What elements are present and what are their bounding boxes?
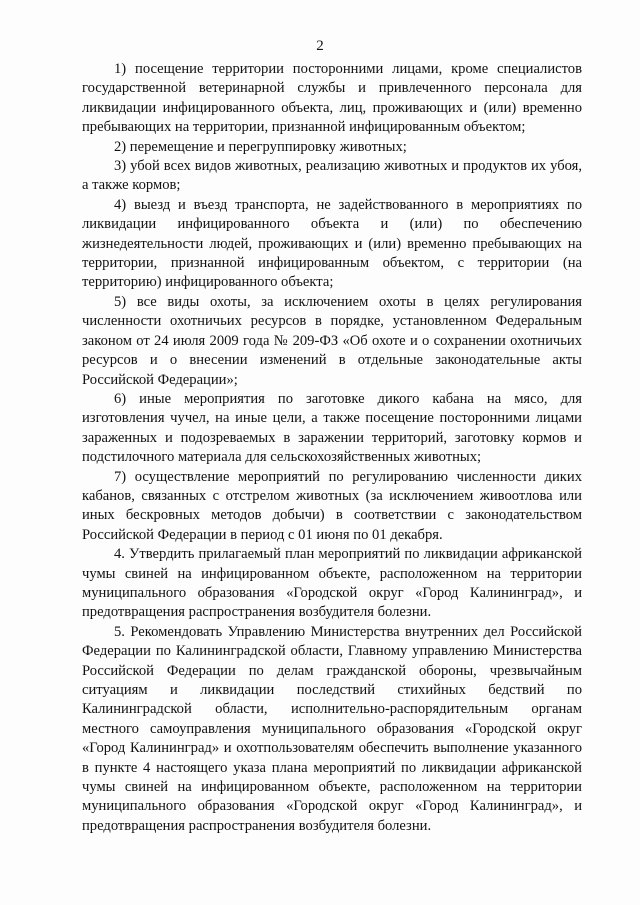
- page-number: 2: [316, 38, 324, 54]
- paragraph-item-3: 3) убой всех видов животных, реализацию животных и продуктов их убоя, а также кормов;: [82, 158, 582, 194]
- paragraph-item-1: 1) посещение территории посторонними лицами, кроме специалистов государственной ветеринарной службы и привлеченного персонала для ликвидации инфицированного объекта, лиц, проживающих и (или) временно пребывающих на территории, признанной инфицированным объектом;: [82, 61, 582, 136]
- paragraph-clause-5: 5. Рекомендовать Управлению Министерства внутренних дел Российской Федерации по Калининградской области, Главному управлению Министерства Российской Федерации по делам гражданской обороны, чрезвычайным ситуациям и ликвидации последствий стихийных бедствий по Калининградской области, исполнительно-распорядительным органам местного самоуправления муниципального образования «Городской округ «Город Калининград» и охотпользователям обеспечить выполнение указанного в пункте 4 настоящего указа плана мероприятий по ликвидации африканской чумы свиней на инфицированном объекте, расположенном на территории муниципального образования «Городской округ «Город Калининград», и предотвращения распространения возбудителя болезни.: [82, 623, 582, 834]
- paragraph-item-4: 4) выезд и въезд транспорта, не задействованного в мероприятиях по ликвидации инфицированного объекта и (или) по обеспечению жизнедеятельности людей, проживающих и (или) временно пребывающих на территории, признанной инфицированным объектом, с территории (на территорию) инфицированного объекта;: [82, 196, 582, 291]
- paragraph-item-7: 7) осуществление мероприятий по регулированию численности диких кабанов, связанных с отстрелом животных (за исключением живоотлова или иных бескровных методов добычи) в соответствии с законодательством Российской Федерации в период с 01 июня по 01 декабря.: [82, 468, 582, 543]
- paragraph-item-6: 6) иные мероприятия по заготовке дикого кабана на мясо, для изготовления чучел, на иные цели, а также посещение посторонними лицами зараженных и подозреваемых в заражении территорий, заготовку кормов и подстилочного материала для сельскохозяйственных животных;: [82, 390, 582, 466]
- paragraph-clause-4: 4. Утвердить прилагаемый план мероприятий по ликвидации африканской чумы свиней на инфицированном объекте, расположенном на территории муниципального образования «Городской округ «Город Калининград», и предотвращения распространения возбудителя болезни.: [82, 546, 582, 621]
- paragraph-item-5: 5) все виды охоты, за исключением охоты в целях регулирования численности охотничьих ресурсов в порядке, установленном Федеральным законом от 24 июля 2009 года № 209-ФЗ «Об охоте и о сохранении охотничьих ресурсов и о внесении изменений в отдельные законодательные акты Российской Федерации»;: [82, 293, 582, 388]
- paragraph-item-2: 2) перемещение и перегруппировку животных;: [114, 138, 407, 155]
- document-body: [82, 60, 582, 836]
